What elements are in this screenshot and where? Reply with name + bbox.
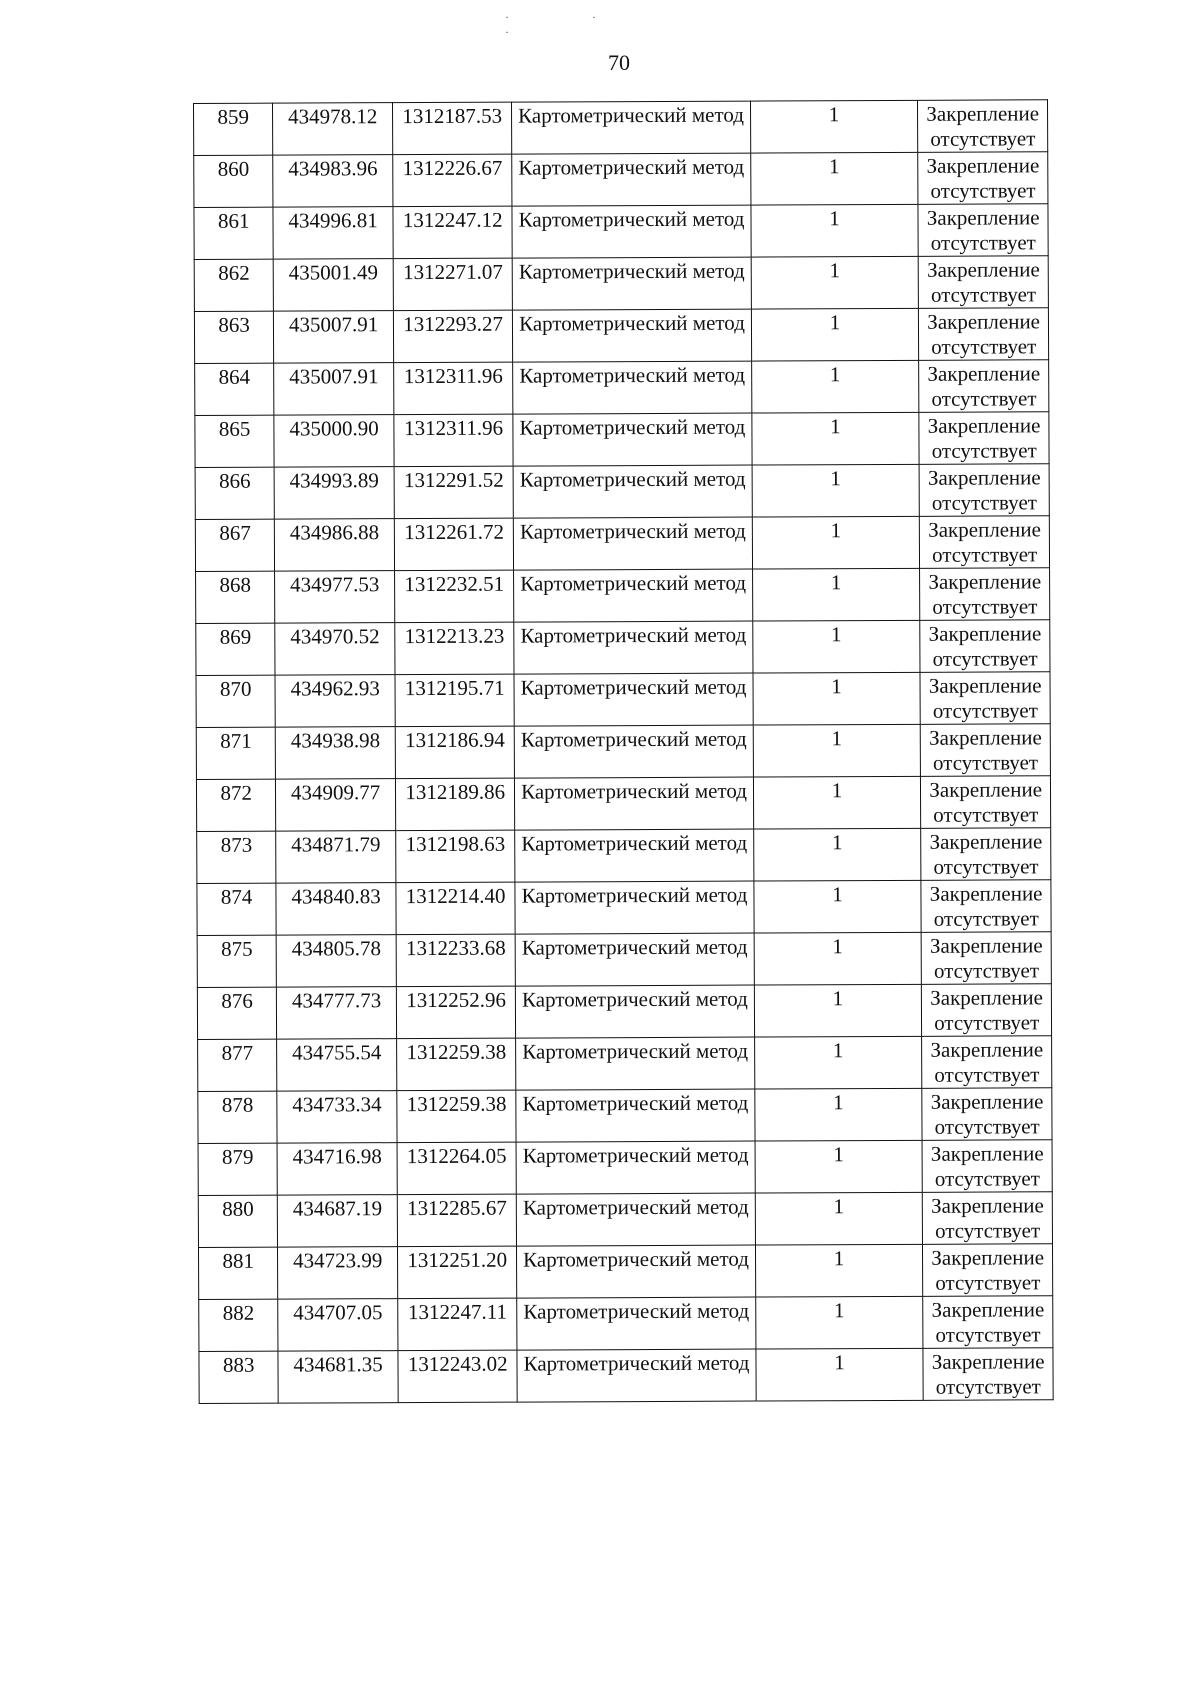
x-coordinate-cell: 434996.81 [273,207,393,260]
method-cell: Картометрический метод [515,777,753,830]
x-coordinate-cell: 434687.19 [278,1195,398,1248]
accuracy-cell: 1 [752,516,920,569]
table-row [197,880,1051,936]
y-coordinate-cell: 1312233.68 [396,934,516,987]
x-coordinate-cell: 434938.98 [276,727,396,780]
table-row [198,1192,1052,1248]
method-cell: Картометрический метод [516,1037,754,1090]
fixation-cell: Закрепление отсутствует [920,516,1050,569]
point-number-cell: 868 [196,571,276,623]
accuracy-cell: 1 [751,308,919,361]
method-cell: Картометрический метод [516,985,754,1038]
table-row [199,1348,1053,1404]
y-coordinate-cell: 1312189.86 [395,778,515,831]
fixation-cell: Закрепление отсутствует [920,672,1050,725]
y-coordinate-cell: 1312251.20 [397,1246,517,1299]
method-cell: Картометрический метод [512,153,750,206]
y-coordinate-cell: 1312285.67 [397,1194,517,1247]
method-cell: Картометрический метод [513,257,751,310]
accuracy-cell: 1 [755,1244,923,1297]
fixation-cell: Закрепление отсутствует [921,932,1051,985]
table-row [194,256,1048,312]
accuracy-cell: 1 [752,464,920,517]
accuracy-cell: 1 [753,880,921,933]
table-row [195,360,1049,416]
table-row [198,1140,1052,1196]
scan-marks: · · · [505,10,636,39]
fixation-cell: Закрепление отсутствует [918,152,1048,205]
y-coordinate-cell: 1312195.71 [395,674,515,727]
fixation-cell: Закрепление отсутствует [918,204,1048,257]
table-row [198,1244,1052,1300]
table-row [195,412,1049,468]
method-cell: Картометрический метод [517,1349,755,1402]
point-number-cell: 883 [199,1351,279,1403]
table-row [199,1296,1053,1352]
accuracy-cell: 1 [750,152,918,205]
accuracy-cell: 1 [753,776,921,829]
x-coordinate-cell: 434909.77 [276,779,396,832]
fixation-cell: Закрепление отсутствует [919,464,1049,517]
method-cell: Картометрический метод [513,309,751,362]
point-number-cell: 862 [194,259,274,311]
point-number-cell: 880 [198,1195,278,1247]
table-row [198,1088,1052,1144]
method-cell: Картометрический метод [513,361,751,414]
y-coordinate-cell: 1312293.27 [393,310,513,363]
point-number-cell: 859 [194,103,274,155]
table-row [194,308,1048,364]
accuracy-cell: 1 [753,672,921,725]
y-coordinate-cell: 1312259.38 [397,1090,517,1143]
method-cell: Картометрический метод [512,205,750,258]
y-coordinate-cell: 1312259.38 [396,1038,516,1091]
point-number-cell: 878 [198,1091,278,1143]
page-number: 70 [608,50,630,75]
method-cell: Картометрический метод [514,569,752,622]
accuracy-cell: 1 [752,620,920,673]
table-row [196,672,1050,728]
accuracy-cell: 1 [753,828,921,881]
table-row [196,724,1050,780]
x-coordinate-cell: 435007.91 [274,311,394,364]
fixation-cell: Закрепление отсутствует [923,1244,1053,1297]
method-cell: Картометрический метод [514,465,752,518]
coordinates-table [193,99,1054,1404]
x-coordinate-cell: 434707.05 [278,1299,398,1352]
point-number-cell: 877 [198,1039,278,1091]
table-row [197,984,1051,1040]
fixation-cell: Закрепление отсутствует [921,828,1051,881]
point-number-cell: 865 [195,415,275,467]
table-row [196,620,1050,676]
accuracy-cell: 1 [752,568,920,621]
accuracy-cell: 1 [754,932,922,985]
fixation-cell: Закрепление отсутствует [921,724,1051,777]
point-number-cell: 871 [196,727,276,779]
method-cell: Картометрический метод [515,829,753,882]
fixation-cell: Закрепление отсутствует [921,880,1051,933]
fixation-cell: Закрепление отсутствует [922,1036,1052,1089]
accuracy-cell: 1 [755,1140,923,1193]
accuracy-cell: 1 [755,1192,923,1245]
fixation-cell: Закрепление отсутствует [922,1140,1052,1193]
y-coordinate-cell: 1312261.72 [394,518,514,571]
x-coordinate-cell: 434733.34 [277,1091,397,1144]
point-number-cell: 872 [196,779,276,831]
y-coordinate-cell: 1312291.52 [394,466,514,519]
accuracy-cell: 1 [751,256,919,309]
point-number-cell: 867 [195,519,275,571]
fixation-cell: Закрепление отсутствует [921,776,1051,829]
table-row [195,464,1049,520]
table-row [196,568,1050,624]
point-number-cell: 876 [197,987,277,1039]
method-cell: Картометрический метод [513,413,751,466]
x-coordinate-cell: 435001.49 [274,259,394,312]
x-coordinate-cell: 434970.52 [275,623,395,676]
y-coordinate-cell: 1312213.23 [395,622,515,675]
accuracy-cell: 1 [751,360,919,413]
fixation-cell: Закрепление отсутствует [920,568,1050,621]
y-coordinate-cell: 1312187.53 [392,102,512,155]
x-coordinate-cell: 434777.73 [277,987,397,1040]
point-number-cell: 863 [194,311,274,363]
point-number-cell: 882 [199,1299,279,1351]
y-coordinate-cell: 1312186.94 [395,726,515,779]
y-coordinate-cell: 1312247.12 [393,206,513,259]
point-number-cell: 869 [196,623,276,675]
method-cell: Картометрический метод [517,1297,755,1350]
fixation-cell: Закрепление отсутствует [923,1296,1053,1349]
method-cell: Картометрический метод [514,621,752,674]
point-number-cell: 866 [195,467,275,519]
accuracy-cell: 1 [754,1088,922,1141]
point-number-cell: 870 [196,675,276,727]
table-row [197,932,1051,988]
method-cell: Картометрический метод [517,1245,755,1298]
y-coordinate-cell: 1312271.07 [393,258,513,311]
x-coordinate-cell: 434983.96 [273,155,393,208]
method-cell: Картометрический метод [516,1141,754,1194]
accuracy-cell: 1 [751,412,919,465]
x-coordinate-cell: 434978.12 [273,103,393,156]
x-coordinate-cell: 434962.93 [275,675,395,728]
y-coordinate-cell: 1312214.40 [396,882,516,935]
y-coordinate-cell: 1312311.96 [394,362,514,415]
coordinates-table-body [194,100,1054,1404]
point-number-cell: 873 [197,831,277,883]
point-number-cell: 881 [198,1247,278,1299]
x-coordinate-cell: 434681.35 [278,1351,398,1404]
x-coordinate-cell: 434723.99 [278,1247,398,1300]
accuracy-cell: 1 [751,204,919,257]
table-row [198,1036,1052,1092]
fixation-cell: Закрепление отсутствует [923,1348,1053,1401]
fixation-cell: Закрепление отсутствует [918,100,1048,153]
table-row [194,100,1048,156]
x-coordinate-cell: 434986.88 [275,519,395,572]
fixation-cell: Закрепление отсутствует [922,1088,1052,1141]
point-number-cell: 874 [197,883,277,935]
accuracy-cell: 1 [750,100,918,153]
x-coordinate-cell: 435000.90 [274,415,394,468]
x-coordinate-cell: 434993.89 [274,467,394,520]
method-cell: Картометрический метод [516,1089,754,1142]
accuracy-cell: 1 [753,724,921,777]
x-coordinate-cell: 434805.78 [276,935,396,988]
point-number-cell: 879 [198,1143,278,1195]
fixation-cell: Закрепление отсутствует [922,984,1052,1037]
point-number-cell: 875 [197,935,277,987]
x-coordinate-cell: 435007.91 [274,363,394,416]
table-row [196,776,1050,832]
y-coordinate-cell: 1312226.67 [393,154,513,207]
method-cell: Картометрический метод [517,1193,755,1246]
y-coordinate-cell: 1312247.11 [398,1298,518,1351]
accuracy-cell: 1 [754,984,922,1037]
fixation-cell: Закрепление отсутствует [920,620,1050,673]
table-row [194,204,1048,260]
y-coordinate-cell: 1312264.05 [397,1142,517,1195]
fixation-cell: Закрепление отсутствует [919,360,1049,413]
fixation-cell: Закрепление отсутствует [919,308,1049,361]
method-cell: Картометрический метод [515,725,753,778]
y-coordinate-cell: 1312252.96 [396,986,516,1039]
x-coordinate-cell: 434755.54 [277,1039,397,1092]
method-cell: Картометрический метод [512,101,750,154]
fixation-cell: Закрепление отсутствует [919,412,1049,465]
x-coordinate-cell: 434871.79 [276,831,396,884]
fixation-cell: Закрепление отсутствует [919,256,1049,309]
y-coordinate-cell: 1312232.51 [394,570,514,623]
y-coordinate-cell: 1312198.63 [396,830,516,883]
method-cell: Картометрический метод [514,673,752,726]
x-coordinate-cell: 434977.53 [275,571,395,624]
point-number-cell: 864 [195,363,275,415]
y-coordinate-cell: 1312311.96 [394,414,514,467]
accuracy-cell: 1 [754,1036,922,1089]
y-coordinate-cell: 1312243.02 [398,1350,518,1403]
method-cell: Картометрический метод [516,933,754,986]
point-number-cell: 860 [194,155,274,207]
table-row [195,516,1049,572]
fixation-cell: Закрепление отсутствует [923,1192,1053,1245]
method-cell: Картометрический метод [515,881,753,934]
x-coordinate-cell: 434716.98 [277,1143,397,1196]
table-row [197,828,1051,884]
accuracy-cell: 1 [755,1296,923,1349]
method-cell: Картометрический метод [514,517,752,570]
x-coordinate-cell: 434840.83 [276,883,396,936]
table-row [194,152,1048,208]
accuracy-cell: 1 [756,1348,924,1401]
point-number-cell: 861 [194,207,274,259]
